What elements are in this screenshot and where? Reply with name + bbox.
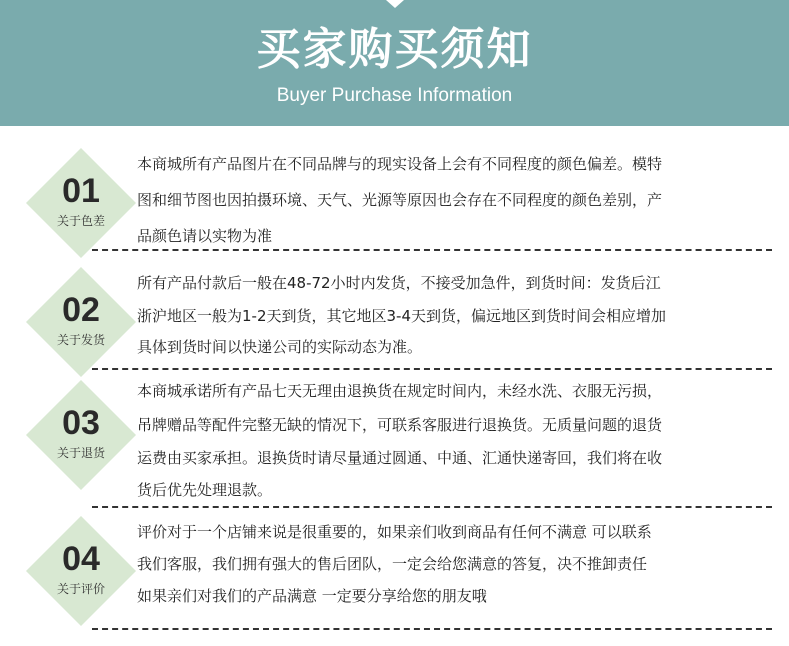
item-text-line: 吊牌赠品等配件完整无缺的情况下，可联系客服进行退换货。无质量问题的退货: [137, 416, 663, 434]
item-text-line: 本商城所有产品图片在不同品牌与的现实设备上会有不同程度的颜色偏差。模特: [137, 155, 663, 173]
page-subtitle: Buyer Purchase Information: [276, 85, 513, 106]
item-number: 01: [62, 172, 100, 210]
item-text-line: 具体到货时间以快递公司的实际动态为准。: [137, 338, 423, 356]
diamond-badge: [26, 148, 140, 262]
item-text-line: 图和细节图也因拍摄环境、天气、光源等原因也会存在不同程度的颜色差别，产: [137, 191, 663, 209]
item-tag: 关于评价: [56, 582, 105, 596]
dashed-divider: [92, 249, 772, 251]
notice-item-return: [0, 378, 789, 504]
item-text-line: 品颜色请以实物为准: [137, 227, 273, 245]
notice-item-color: [0, 146, 789, 272]
diamond-badge: [26, 516, 140, 630]
page-title: 买家购买须知: [256, 24, 533, 75]
item-text-line: 所有产品付款后一般在48-72小时内发货，不接受加急件，到货时间：发货后江: [137, 274, 661, 292]
item-text-line: 本商城承诺所有产品七天无理由退换货在规定时间内，未经水洗、衣服无污损，: [137, 382, 663, 400]
dashed-divider: [92, 628, 772, 630]
item-tag: 关于色差: [56, 214, 105, 228]
item-tag: 关于发货: [56, 333, 105, 347]
item-text-line: 如果亲们对我们的产品满意 一定要分享给您的朋友哦: [137, 587, 487, 605]
item-text-line: 浙沪地区一般为1-2天到货，其它地区3-4天到货，偏远地区到货时间会相应增加: [137, 307, 667, 325]
item-tag: 关于退货: [56, 446, 105, 460]
item-text-line: 评价对于一个店铺来说是很重要的，如果亲们收到商品有任何不满意 可以联系: [137, 523, 652, 541]
dashed-divider: [92, 368, 772, 370]
item-text-line: 运费由买家承担。退换货时请尽量通过圆通、中通、汇通快递寄回，我们将在收: [137, 449, 663, 467]
header-notch: [386, 0, 404, 8]
header-banner: [0, 0, 789, 126]
item-number: 04: [62, 540, 100, 578]
notice-item-shipping: [0, 265, 789, 391]
diamond-badge: [26, 380, 140, 494]
notice-item-review: [0, 516, 789, 642]
diamond-badge: [26, 267, 140, 381]
item-number: 02: [62, 291, 100, 329]
item-number: 03: [62, 404, 100, 442]
item-text-line: 我们客服，我们拥有强大的售后团队，一定会给您满意的答复，决不推卸责任: [137, 555, 648, 573]
dashed-divider: [92, 506, 772, 508]
item-text-line: 货后优先处理退款。: [137, 481, 273, 499]
